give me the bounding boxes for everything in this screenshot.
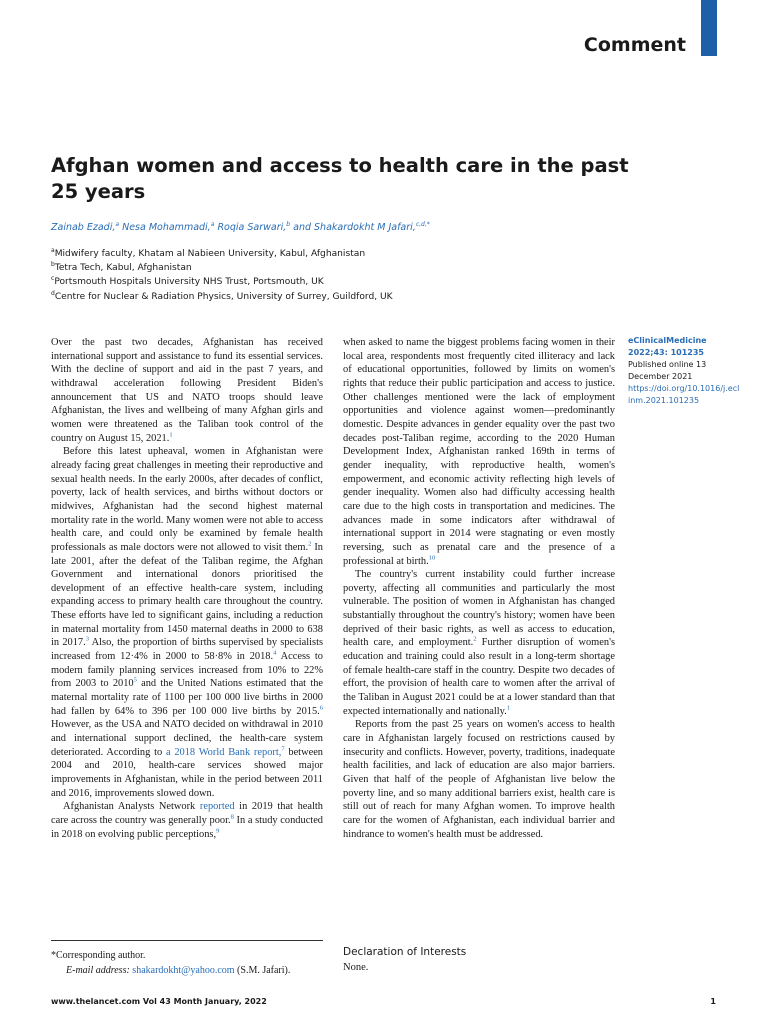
author-name[interactable]: Nesa Mohammadi,$^a$ — [122, 220, 215, 233]
published-date: Published online 13 December 2021 — [628, 360, 707, 381]
reference-link[interactable]: 10 — [428, 554, 436, 562]
body-column-left — [51, 336, 323, 841]
reference-link[interactable]: 5 — [133, 676, 137, 684]
affiliation-item: $^a$Midwifery faculty, Khatam al Nabieen University, Kabul, Afghanistan — [51, 246, 366, 259]
author-name[interactable]: Roqia Sarwari,$^b$ — [217, 220, 291, 233]
journal-citation: 2022;43: 101235 — [628, 348, 704, 357]
reference-link[interactable]: 1 — [506, 704, 511, 712]
article-title: Afghan women and access to health care in the past 25 years — [51, 154, 629, 203]
affiliation-item: $^c$Portsmouth Hospitals University NHS Trust, Portsmouth, UK — [51, 275, 324, 288]
body-paragraph: Over the past two decades, Afghanistan has received international support and assistance to fund its essential services. With the decline of support and aid in the past 7 years, and withdrawal acceleration following President Biden's announcement that US and NATO troops should leave Afghanistan, the lives and wellbeing of many Afghan girls and women were threatened as the Taliban took control of the country on August 15, 2021.$^1$ — [51, 337, 323, 444]
section-label: Comment — [583, 34, 686, 56]
body-column-right — [343, 336, 615, 841]
footer-journal-info[interactable]: www.thelancet.com Vol 43 Month January, 2022 — [51, 997, 267, 1006]
journal-name: eClinicalMedicine — [628, 336, 707, 345]
reference-link[interactable]: 3 — [85, 635, 89, 643]
reference-link[interactable]: 6 — [319, 704, 323, 712]
affiliations — [51, 247, 393, 304]
body-paragraph: Before this latest upheaval, women in Afghanistan were already facing great challenges in meeting their reproductive and sexual health needs. In the early 2000s, after decades of conflict, poverty, lack of health services, and births without doctors or midwives, Afghanistan had the second highest maternal mortality rate in the world. Many women were not able to access health care, and could only be examined by female health professionals as male doctors were not allowed to visit them.$^2$ In late 2001, after the defeat of the Taliban regime, the Afghan Government and international donors prioritised the development of an effective health-care system, including expanding access to primary health care throughout the country. These efforts have led to significant gains, including a reduction in maternal mortality from 1450 maternal deaths in 2000 to 638 in 2017.$^3$ Also, the proportion of births supervised by specialists increased from 12·4% in 2000 to 58·8% in 2018.$^4$ Access to modern family planning services increased from 10% to 22% from 2003 to 2010$^5$ and the United Nations estimated that the maternal mortality rate of 1100 per 100 000 live births in 2000 had fallen by 64% to 396 per 100 000 live births by 2015.$^6$ However, as the USA and NATO decided on withdrawal in 2010 and international support declined, the health-care system deteriorated. According to a 2018 World Bank report,$^7$ between 2004 and 2010, health-care services showed major improvements in Afghanistan, while in the period between 2011 and 2016, improvements slowed down. — [51, 446, 324, 799]
author-name[interactable]: and Shakardokht M Jafari,$^{c,d,*}$ — [293, 220, 430, 233]
footnote-divider — [51, 940, 323, 941]
author-list — [51, 222, 430, 233]
reference-link[interactable]: 4 — [273, 649, 277, 657]
body-paragraph: Reports from the past 25 years on women's access to health care in Afghanistan largely focused on restrictions caused by insecurity and conflicts. However, poverty, traditions, inadequate health facilities, and lack of education are also major barriers. Given that half of the people of Afghanistan live below the poverty line, and so many additional barriers exist, health care is still out of reach for many Afghan women. To improve health care for the women of Afghanistan, each individual barrier and hindrance to women's health must be addressed. — [343, 719, 615, 840]
affiliation-item: $^d$Centre for Nuclear & Radiation Physics, University of Surrey, Guildford, UK — [51, 289, 393, 302]
corresponding-author-label: *Corresponding author. — [51, 950, 146, 961]
email-link[interactable]: shakardokht@yahoo.com — [132, 965, 235, 976]
body-paragraph: when asked to name the biggest problems facing women in their local area, respondents most frequently cited illiteracy and lack of educational opportunities, followed by limits on women's rights that reduce their public participation and access to justice. Other challenges mentioned were the lack of employment opportunities and violence against women—predominantly domestic. Despite advances in gender equality over the past two decades post-Taliban regime, according to the 2020 Human Development Index, Afghanistan ranked 169th in terms of gender inequality, with reproductive health, women's empowerment, and economic activity reflecting high levels of gender inequality. Women also had difficulty accessing health care due to the high costs in transportation and medicines. The advances made in some indicators after withdrawal of international support in 2014 were stagnating or even mostly reversing, such as prenatal care and the presence of a professional at birth.$^{10}$ — [343, 337, 615, 567]
declaration-text: None. — [343, 962, 369, 973]
body-paragraph: Afghanistan Analysts Network reported in 2019 that health care across the country was generally poor.$^8$ In a study conducted in 2018 on evolving public perceptions,$^9$ — [51, 801, 323, 840]
body-paragraph: The country's current instability could further increase poverty, affecting all communities and particularly the most vulnerable. The position of women in Afghanistan has changed substantially throughout the country's history; women have been deprived of their basic rights, as well as access to education, health care, and employment.$^2$ Further disruption of women's education and training could also result in a long-term shortage of female health-care staff in the country. Despite two decades of effort, the provision of health care to women after the arrival of the Taliban in August 2021 could be at a lower standard than that expected internationally and nationally.$^1$ — [343, 569, 615, 717]
article-info-sidebar — [628, 335, 740, 407]
corresponding-footnote — [51, 948, 290, 978]
reference-link[interactable]: 2 — [308, 540, 312, 548]
doi-link[interactable]: https://doi.org/10.1016/j.eclinm.2021.101235 — [628, 384, 740, 405]
declaration-heading: Declaration of Interests — [343, 946, 467, 958]
reference-link[interactable]: 8 — [230, 813, 234, 821]
affiliation-item: $^b$Tetra Tech, Kabul, Afghanistan — [51, 261, 192, 274]
reference-link[interactable]: 7 — [281, 745, 285, 753]
author-name[interactable]: Zainab Ezadi,$^a$ — [51, 220, 120, 233]
email-line: E-mail address: shakardokht@yahoo.com (S.M. Jafari). — [66, 965, 291, 976]
page-number: 1 — [710, 997, 716, 1006]
reference-link[interactable]: 9 — [216, 827, 220, 835]
world-bank-report-link[interactable]: a 2018 World Bank report, — [165, 746, 282, 758]
reference-link[interactable]: 2 — [473, 635, 477, 643]
header-accent-bar — [701, 0, 717, 56]
reported-link[interactable]: reported — [199, 801, 235, 813]
reference-link[interactable]: 1 — [169, 431, 173, 439]
